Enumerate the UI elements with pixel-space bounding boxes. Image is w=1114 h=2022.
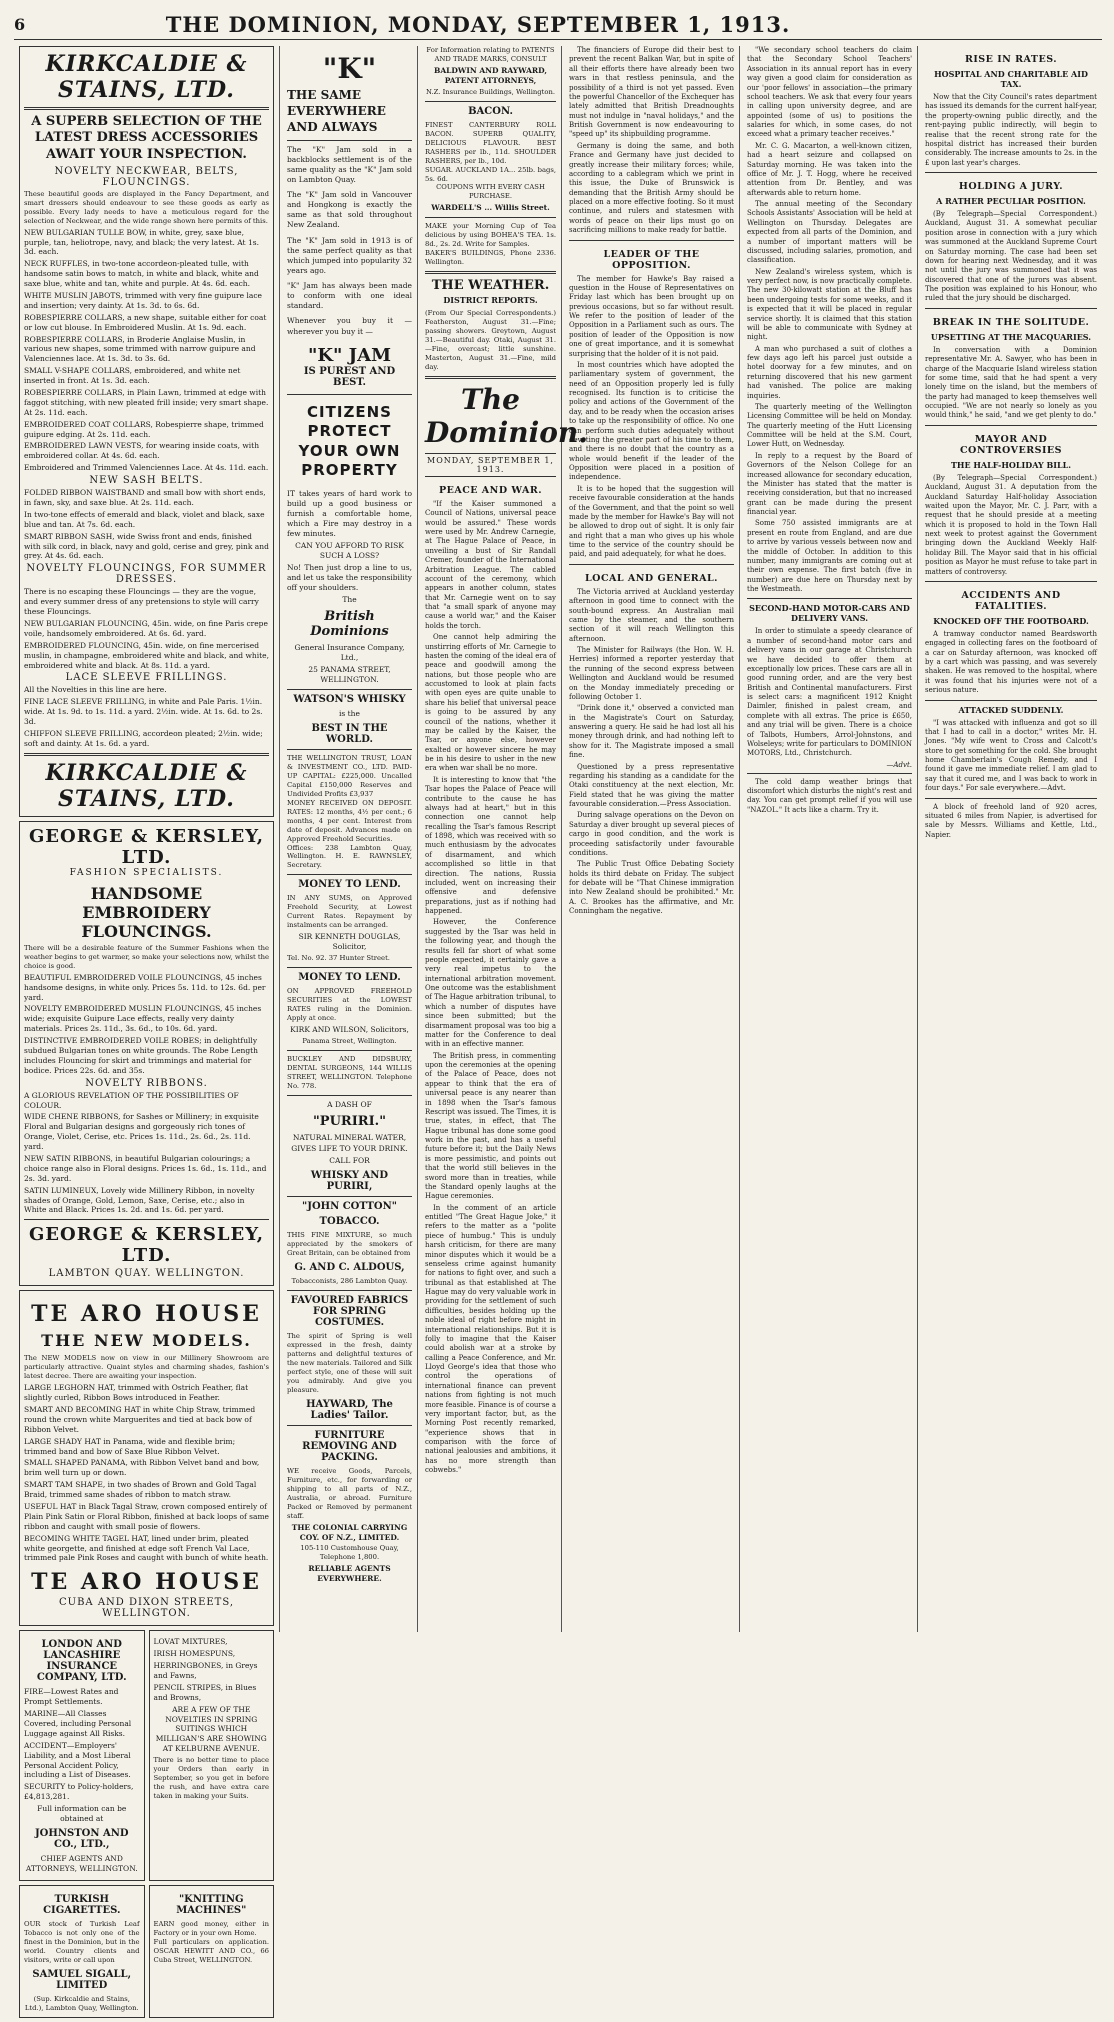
ks-flounce-head: NOVELTY FLOUNCINGS, FOR SUMMER DRESSES.: [26, 563, 267, 586]
k-p4: "K" Jam has always been made to conform with one ideal standard.: [287, 281, 412, 311]
baker-text: BAKER'S BUILDINGS, Phone 2336. Wellington.: [425, 249, 556, 267]
patents-head: For Information relating to PATENTS AND TRADE MARKS, CONSULT: [426, 46, 555, 63]
peace-war-para: In the comment of an article entitled "The Great Hague Joke," it refers to the matter as a "polite piece of humbug." This is unduly harsh criticism, for there are many minor disputes which it would be a senseless crime against humanity for nations to fight over, and such a tribunal as that established at The Hague may do very valuable work in providing for the settlement of such difficulties, besides holding up the noble ideal of right before might in international relationships. But it is folly to imagine that the Kaiser could abolish war at a stroke by calling a Peace Conference, and Mr. Lloyd George's idea that those who control the operations of international finance can prevent nations from fighting is not much more feasible. Finance is of course a very important factor, but, as the Morning Post recently remarked, "experience shows that in comparison with the force of national jealousies and ambitions, it has no more strength than cobwebs.": [425, 1203, 556, 1475]
sugar-text: SUGAR. AUCKLAND 1A... 25lb. bags, 5s. 6d.: [425, 165, 556, 183]
accidents-head: ACCIDENTS AND FATALITIES.: [961, 589, 1061, 612]
lovat-text: ARE A FEW OF THE NOVELTIES IN SPRING SUITINGS WHICH MILLIGAN'S ARE SHOWING AT KELBURNE AVENUE.: [155, 1704, 267, 1754]
peace-war-cont: Germany is doing the same, and both France and Germany have just decided to greatly increase their military forces; while, according to a cablegram which we print in this issue, the Duke of Brunswick is demanding that the British Army should be placed on a more effective footing. So it must continue, and rulers and statesmen with words of peace on their lips must go on sacrificing millions to make ready for battle.: [569, 141, 734, 235]
puriri-3: GIVES LIFE TO YOUR DRINK.: [291, 1144, 408, 1154]
k-p3: The "K" Jam sold in 1913 is of the same perfect quality as that which jumped into popularity 32 years ago.: [287, 235, 412, 275]
jury-head: HOLDING A JURY.: [958, 181, 1064, 192]
ta-item: USEFUL HAT in Black Tagal Straw, crown composed entirely of Plain Pink Satin or Floral Ribbon, finished at back loops of same ribbon and caught with small posie of flowers.: [24, 1502, 269, 1531]
te-aro-ad: [19, 1290, 274, 1626]
mayor-text: (By Telegraph—Special Correspondent.) Auckland, August 31. A deputation from the Auckland Saturday Half-holiday Association waited upon the Mayor, Mr. C. J. Parr, with a request that he should preside at a meeting which it is proposed to hold in the Town Hall next week to protest against the Government bringing down the Auckland Weekly Half-holiday Bill. The Mayor said that in his official position as Mayor he must refuse to take part in matters of controversy.: [925, 473, 1097, 576]
footer-para: The cold damp weather brings that discomfort which disturbs the night's rest and day. You can get prompt relief if you will use "NAZOL." It acts like a charm. Try it.: [747, 777, 912, 814]
turkish-text: OUR stock of Turkish Leaf Tobacco is not only one of the finest in the Dominion, but in the world. Country clients and visitors, write or call upon: [24, 1919, 140, 1964]
ta-addr: CUBA AND DIXON STREETS, WELLINGTON.: [58, 1597, 235, 1620]
jc-name: "JOHN COTTON": [302, 1201, 397, 1213]
leader-para: In most countries which have adopted the parliamentary system of government, the need of an Opposition properly led is fully recognised. Its function is to criticise the policy and actions of the Government of the day, and to be ready when the occasion arises to take up the responsibility of office. No one can perform such duties adequately without devoting the greater part of his time to them, and there is no doubt that the country as a whole would benefit if the leader of the Opposition were placed in a position of independence.: [569, 360, 734, 482]
newspaper-page: [14, 10, 1102, 2012]
knitting-foot: Full particulars on application. OSCAR HEWITT AND CO., 66 Cuba Street, WELLINGTON.: [153, 1937, 269, 1964]
column-1: [14, 46, 280, 2012]
gk-ribbon-item: A GLORIOUS REVELATION OF THE POSSIBILITIES OF COLOUR.: [24, 1090, 239, 1110]
leader-para: It is to be hoped that the suggestion will receive favourable consideration at the hands of the Government, and that the point so well made by the member for Hawke's Bay will not be allowed to drop out of sight. It is only fair and right that a man who gives up his whole time to the service of the country should be paid, and paid adequately, for what he does.: [569, 484, 734, 559]
local-para: Questioned by a press representative regarding his standing as a candidate for the Otaki constituency at the next election, Mr. Field stated that he was giving the matter favourable consideration.—Press Association.: [569, 762, 734, 808]
lovat-line: PENCIL STRIPES, in Blues and Browns,: [153, 1682, 257, 1702]
money1-name: SIR KENNETH DOUGLAS, Solicitor,: [298, 932, 401, 952]
llic-security: SECURITY to Policy-holders, £4,813,281.: [24, 1782, 134, 1802]
ks-item: ROBESPIERRE COLLARS, in Plain Lawn, trimmed at edge with faggot stitching, with new pleated frill inside; very smart shape. At 2s. 11d. each.: [24, 387, 269, 417]
knitting-text: EARN good money, either in Factory or in your own Home.: [153, 1919, 269, 1937]
ks-intro: These beautiful goods are displayed in the Fancy Department, and smart dressers should endeavour to see these goods as early as possible. Every lady needs to have a meticulous regard for the selection of Neckwear, and the wide range shown here permits of this.: [24, 189, 269, 225]
local-para: "Drink done it," observed a convicted man in the Magistrate's Court on Saturday, answering a query. He said he had lost all his money through drink, and had nothing left to show for it. The Magistrate imposed a small fine.: [569, 704, 734, 760]
lovat-foot: There is no better time to place your Orders than early in September, so you get in before the rush, and have extra care taken in making your Suits.: [153, 1756, 269, 1801]
ks-item: ROBESPIERRE COLLARS, in Broderie Anglaise Muslin, in various new shapes, some trimmed with narrow guipure and Valenciennes lace. At 1s. 3d. to 3s. 6d.: [24, 334, 256, 364]
ks-brand-footer: KIRKCALDIE & STAINS, LTD.: [45, 759, 248, 812]
ks-item: SMALL V-SHAPE COLLARS, embroidered, and white net inserted in front. At 1s. 3d. each.: [24, 366, 241, 386]
bottom-ads-row-2: [19, 1885, 274, 2022]
jc-text: THIS FINE MIXTURE, so much appreciated by the smokers of Great Britain, can be obtained from: [287, 1231, 412, 1258]
furn-text: WE receive Goods, Parcels, Furniture, etc., for forwarding or shipping to all parts of N.Z., Australia, or abroad. Furniture Packed or Removed by permanent staff.: [287, 1466, 412, 1520]
lovat-line: LOVAT MIXTURES,: [153, 1637, 228, 1647]
money2-text: ON APPROVED FREEHOLD SECURITIES at the LOWEST RATES ruling in the Dominion. Apply at once.: [287, 987, 412, 1022]
column-5: [742, 46, 918, 1632]
lovat-line: HERRINGBONES, in Greys and Fawns,: [153, 1661, 258, 1681]
aldous-name: G. AND C. ALDOUS,: [294, 1262, 405, 1274]
news-para: The annual meeting of the Secondary Schools Assistants' Association will be held at Wellington on Thursday. Delegates are expected from all parts of the Dominion, and a number of important matters will be discussed, including salaries, promotion, and classification.: [747, 200, 912, 265]
ta-item: SMART TAM SHAPE, in two shades of Brown and Gold Tagal Braid, trimmed same shades of ribbon to match straw.: [24, 1480, 257, 1500]
ta-item: LARGE LEGHORN HAT, trimmed with Ostrich Feather, flat slightly curled, Ribbon Bows introduced in Feather.: [24, 1383, 249, 1403]
masthead: [14, 10, 1102, 40]
column-6: [920, 46, 1102, 1632]
gk-ribbon-item: NEW SATIN RIBBONS, in beautiful Bulgarian colourings; a choice range also in Floral designs. Prices 1s. 6d., 1s. 11d., and 2s. 3d. yard.: [24, 1153, 267, 1183]
bohea-text: MAKE your Morning Cup of Tea delicious by using BOHEA'S TEA. 1s. 8d., 2s. 2d. Write for Samples.: [425, 222, 556, 249]
peace-war-para: One cannot help admiring the unstirring efforts of Mr. Carnegie to hasten the coming of the ideal era of peace and goodwill among the nations, but those people who are accustomed to look at plain facts with open eyes are quite unable to share his belief that universal peace is going to be assured by any council of the nations, whether it may be called by the Kaiser, the Tsar, or anyone else, however exalted or however sincere he may be in his desire to usher in the new era when war shall be no more.: [425, 633, 556, 773]
weather-head: THE WEATHER.: [431, 278, 550, 294]
solitude-text: In conversation with a Dominion representative Mr. A. Sawyer, who has been in charge of the Macquarie Island wireless station for some time, said that he had spent a very lonely time on the island, but the members of the party had managed to keep themselves well occupied. "We are not nearly so lonely as you would think," he said, "and we get plenty to do.": [925, 345, 1097, 420]
puriri-5: WHISKY AND PURIRI,: [310, 1170, 389, 1193]
footer-text: A block of freehold land of 920 acres, situated 6 miles from Napier, is advertised for sale by Messrs. Williams and Kettle, Ltd., Napier.: [925, 802, 1097, 839]
solitude-sub: UPSETTING AT THE MACQUARIES.: [930, 331, 1092, 342]
accidents-text: A tramway conductor named Beardsworth engaged in collecting fares on the footboard of a car on Saturday afternoon, was knocked off by a cart which was passing, and was severely shaken. He was removed to the hospital, where it was found that his injuries were not of a serious nature.: [925, 629, 1097, 695]
solitude-head: BREAK IN THE SOLITUDE.: [932, 316, 1090, 328]
peace-war-cont: The financiers of Europe did their best to prevent the recent Balkan War, but in spite of all their efforts there have already been two wars in that restless peninsula, and the possibility of a third is not yet passed. Even the powerful Chancellor of the Exchequer has lately admitted that British Dreadnoughts must not indulge in "naval holidays," and the British Government is now endeavouring to "speed up" its shipbuilding programme.: [569, 46, 734, 139]
local-para: During salvage operations on the Devon on Saturday a diver brought up several pieces of cargo in good condition, and the work is proceeding satisfactorily under favourable conditions.: [569, 811, 734, 857]
kirkcaldie-ad: [19, 46, 274, 817]
accidents-sub: KNOCKED OFF THE FOOTBOARD.: [933, 615, 1089, 626]
peace-war-para: It is interesting to know that "the Tsar hopes the Palace of Peace will contribute to the cause he has always had at heart," but in this connection one cannot help recalling the Tsar's famous Rescript of 1898, which was received with so much enthusiasm by the advocates of disarmament, and which accomplished so little in that direction. The nations, Russia included, went on increasing their offensive and defensive preparations, just as if nothing had happened.: [425, 775, 556, 916]
column-2: [282, 46, 418, 1632]
gk-title-footer: GEORGE & KERSLEY, LTD.: [28, 1224, 265, 1267]
cit-co: British Dominions: [310, 609, 389, 640]
ks-item: EMBROIDERED LAWN VESTS, for wearing inside coats, with embroidered collar. At 4s. 6d. each.: [24, 441, 260, 461]
peace-war-head: PEACE AND WAR.: [438, 484, 543, 496]
wardell: WARDELL'S ... Willis Street.: [431, 203, 550, 213]
peace-war-para: However, the Conference suggested by the Tsar was held in the following year, and though the results fell far short of what some people expected, it certainly gave a very real impetus to the international arbitration movement. One outcome was the establishment of The Hague arbitration tribunal, to which a number of disputes have since been submitted; but the disarmament proposal was too big a matter for the Conference to deal with in an effective manner.: [425, 918, 556, 1049]
gk-head: HANDSOME EMBROIDERY FLOUNCINGS.: [81, 883, 212, 941]
ks-headline: A SUPERB SELECTION OF THE LATEST DRESS ACCESSORIES AWAIT YOUR INSPECTION.: [31, 114, 262, 162]
llic-ad: [19, 1630, 145, 1880]
fav-head: FAVOURED FABRICS FOR SPRING COSTUMES.: [290, 1295, 409, 1329]
ks-sash-item: In two-tone effects of emerald and black, violet and black, saxe blue and tan. At 7s. 6d. each.: [24, 509, 265, 529]
mayor-sub: THE HALF-HOLIDAY BILL.: [950, 459, 1072, 470]
gk-sub: FASHION SPECIALISTS.: [69, 867, 224, 878]
rates-sub: HOSPITAL AND CHARITABLE AID TAX.: [934, 69, 1088, 89]
bottom-ads-row: [19, 1630, 274, 1884]
cit-p2: No! Then just drop a line to us, and let us take the responsibility off your shoulders.: [287, 563, 412, 593]
kjam-sub: IS PUREST AND BEST.: [303, 365, 396, 388]
john-cotton-ad: [287, 1201, 412, 1286]
coupons: COUPONS WITH EVERY CASH PURCHASE.: [436, 183, 545, 201]
ks-item: WHITE MUSLIN JABOTS, trimmed with very fine guipure lace and insertion; very dainty. At 1s. 3d. to 6s. 6d.: [24, 290, 262, 310]
editorial-date: MONDAY, SEPTEMBER 1, 1913.: [425, 453, 556, 477]
george-kersley-ad: [19, 821, 274, 1287]
ks-sash-head: NEW SASH BELTS.: [89, 475, 204, 487]
puriri-2: NATURAL MINERAL WATER,: [292, 1132, 407, 1142]
news-para: In reply to a request by the Board of Governors of the Nelson College for an increased allowance for secondary education, the Minister has stated that the matter is receiving consideration, but that no increased grant can be made during the present financial year.: [747, 451, 912, 516]
puriri-ad: [287, 1100, 412, 1193]
ks-item: Embroidered and Trimmed Valenciennes Lace. At 4s. 11d. each.: [24, 463, 269, 473]
cit-the: The: [342, 595, 357, 605]
ta-intro: The NEW MODELS now on view in our Millinery Showroom are particularly attractive. Quaint styles and charming shades, fashion's latest decree. There are awaiting your inspection.: [24, 1354, 269, 1381]
lovat-line: IRISH HOMESPUNS,: [153, 1649, 236, 1659]
page-number: 6: [14, 15, 26, 34]
weather-sub: DISTRICT REPORTS.: [443, 295, 538, 306]
money2-addr: Panama Street, Wellington.: [302, 1036, 397, 1045]
turkish-addr: (Sup. Kirkcaldie and Stains, Ltd.), Lambton Quay, Wellington.: [24, 1994, 139, 2012]
turkish-ad: [19, 1885, 145, 2018]
cit-p1: IT takes years of hard work to build up a good business or furnish a comfortable home, which a Fire may destroy in a few minutes.: [287, 488, 412, 539]
ta-title: TE ARO HOUSE: [31, 1301, 262, 1328]
ks-item: ROBESPIERRE COLLARS, a new shape, suitable either for coat or low cut blouse. In Embroidered Muslin. At 1s. 9d. each.: [24, 312, 267, 332]
peace-war-para: The British press, in commenting upon the ceremonies at the opening of the Palace of Peace, does not appear to think that the era of universal peace is any nearer than in 1898 when the Tsar's famous Rescript was issued. The Times, it is true, states, in effect, that The Hague tribunal has done some good work in the past, and has a useful future before it; but the Daily News is more pessimistic, and points out that the world still believes in the sword more than in treaties, while the Standard openly laughs at the Hague ceremonies.: [425, 1051, 556, 1201]
ks-item: EMBROIDERED COAT COLLARS, Robespierre shape, trimmed guipure edging. At 2s. 11d. each.: [24, 419, 264, 439]
llic-marine: MARINE—All Classes Covered, including Personal Luggage against All Risks.: [24, 1709, 132, 1738]
turkish-name: SAMUEL SIGALL, LIMITED: [32, 1968, 132, 1991]
gk-item: DISTINCTIVE EMBROIDERED VOILE ROBES; in delightfully subdued Bulgarian tones on white grounds. The Robe Length includes Flouncing for skirt and trimmings and material for bodice. Prices 22s. 6d. and 35s.: [24, 1036, 258, 1075]
news-para: Mr. C. G. Macarton, a well-known citizen, had a heart seizure and collapsed on Saturday morning. He was taken into the office of Mr. J. T. Hogg, where he received attention from Dr. Bentley, and was afterwards able to return home.: [747, 141, 912, 197]
vans-text: In order to stimulate a speedy clearance of a number of second-hand motor cars and delivery vans in our garage at Christchurch we have decided to offer them at exceptionally low prices. These cars are all in good running order, and are the very best British and Continental manufacturers. First is select cars: a magnificent 1912 Knight Daimler, finished in palest cream, and complete with all extras. The price is £650, and any trial will be given. There is a choice of Talbots, Humbers, Arrol-Johnstons, and Wolseleys; write for particulars to DOMINION MOTORS, Ltd., Christchurch.: [747, 627, 912, 758]
gk-ribbons-head: NOVELTY RIBBONS.: [85, 1077, 208, 1089]
ta-title-footer: TE ARO HOUSE: [31, 1569, 262, 1596]
milligan-ad: [149, 1630, 275, 1880]
trust-ad: THE WELLINGTON TRUST, LOAN & INVESTMENT CO., LTD. PAID-UP CAPITAL: £225,000. Uncalled Capital £150,000 Reserves and Undivided Profits £3,937: [287, 753, 412, 798]
local-para: The Public Trust Office Debating Society holds its third debate on Friday. The subject for debate will be "That Chinese immigration into New Zealand should be prohibited." Mr. A. C. Brookes has the affirmative, and Mr. Conningham the negative.: [569, 860, 734, 916]
gk-intro: There will be a desirable feature of the Summer Fashions when the weather begins to get warmer, so make your selections now, whilst the choice is good.: [24, 943, 269, 970]
ks-brand: KIRKCALDIE & STAINS, LTD.: [45, 51, 248, 103]
vans-head: SECOND-HAND MOTOR-CARS AND DELIVERY VANS.: [749, 603, 910, 624]
watson-name: WATSON'S WHISKY: [293, 693, 406, 705]
ks-flounce-item: NEW BULGARIAN FLOUNCING, 45in. wide, on fine Paris crepe voile, handsomely embroidered. At 6s. 6d. yard.: [24, 619, 268, 638]
kjam-title: "K" JAM: [307, 344, 392, 366]
mayor-head: MAYOR AND CONTROVERSIES: [959, 433, 1062, 456]
knitting-head: "KNITTING MACHINES": [176, 1893, 247, 1916]
money1-text: IN ANY SUMS, on Approved Freehold Security, at Lowest Current Rates. Repayment by instalments can be arranged.: [287, 894, 412, 930]
llic-fire: FIRE—Lowest Rates and Prompt Settlements.: [24, 1687, 119, 1707]
news-para: A man who purchased a suit of clothes a few days ago left his parcel just outside a hotel doorway for a few minutes, and on returning discovered that his new garment had vanished. The police are making inquiries.: [747, 344, 912, 400]
llic-info: Full information can be obtained at: [37, 1804, 127, 1824]
news-para: Some 750 assisted immigrants are at present en route from England, and are due to arrive by various vessels between now and the middle of October. In addition to this number, many immigrants are coming out at their own expense. The first batch (five in number) are due here on Thursday next by the Westmeath.: [747, 519, 912, 593]
aldous-addr: Tobacconists, 286 Lambton Quay.: [291, 1277, 408, 1286]
llic-name: LONDON AND LANCASHIRE INSURANCE COMPANY, LTD.: [36, 1639, 127, 1684]
ks-flounce-item: EMBROIDERED FLOUNCING, 45in. wide, on fine mercerised muslin, in champagne, embroidered white and black, and white, embroidered white and black. At 8s. 11d. a yard.: [24, 640, 269, 670]
local-para: The Minister for Railways (the Hon. W. H. Herries) informed a reporter yesterday that the running of the second express between Wellington and Auckland would be resumed on the Monday immediately preceding or following October 1.: [569, 646, 734, 701]
k-jam-ad: [287, 52, 412, 388]
leader-para: The member for Hawke's Bay raised a question in the House of Representatives on Friday last which has been brought up on previous occasions, but so far without result. We refer to the position of leader of the Opposition in a Parliament such as ours. The position of leader of the Opposition is now one of great importance, and it is somewhat surprising that the holder of it is not paid.: [569, 274, 734, 358]
trust-office: Offices: 238 Lambton Quay, Wellington. H. E. RAWNSLEY, Secretary.: [287, 843, 412, 870]
money2-name: KIRK AND WILSON, Solicitors,: [290, 1024, 409, 1034]
fav-text: The spirit of Spring is well expressed in the fresh, dainty patterns and delightful textures of the new materials. Tailored and Silk perfect style, one of these will suit you admirably. And give you pleasure.: [287, 1332, 412, 1394]
bacon-text: FINEST CANTERBURY ROLL BACON. SUPERB QUALITY, DELICIOUS FLAVOUR. BEST RASHERS per lb., 11d. SHOULDER RASHERS, per lb., 10d.: [425, 120, 556, 165]
citizens-ad: [287, 403, 412, 685]
dominion-nameplate: The Dominion.: [425, 382, 588, 449]
turkish-head: TURKISH CIGARETTES.: [43, 1893, 121, 1916]
weather-text: (From Our Special Correspondents.) Featherston, August 31.—Fine; passing showers. Greytown, August 31.—Beautiful day. Otaki, August 31.—Fine, overcast; little sunshine. Masterton, August 31.—Fine, mild day.: [425, 309, 556, 371]
cit-addr: 25 PANAMA STREET, WELLINGTON.: [308, 665, 391, 685]
attacked-head: ATTACKED SUDDENLY.: [958, 704, 1064, 715]
hayward: HAYWARD, The Ladies' Tailor.: [306, 1398, 393, 1421]
gk-ribbon-item: WIDE CHENE RIBBONS, for Sashes or Millinery; in exquisite Floral and Bulgarian designs and gorgeously rich tones of Orange, Violet, Cerise, etc. Prices 1s. 11d., 2s. 6d., 2s. 11d. yard.: [24, 1112, 259, 1152]
furn-co: THE COLONIAL CARRYING COY. OF N.Z., LIMITED.: [291, 1522, 408, 1542]
k-line: AND ALWAYS: [287, 120, 378, 135]
local-para: The Victoria arrived at Auckland yesterday afternoon in good time to connect with the south-bound express. An Australian mail came by the steamer, and the southern section of it will reach Wellington this afternoon.: [569, 587, 734, 643]
watson-ad: [287, 694, 412, 745]
page-title: THE DOMINION, MONDAY, SEPTEMBER 1, 1913.: [165, 12, 791, 37]
column-3: [420, 46, 588, 1632]
watson-is: is the: [339, 708, 360, 718]
rates-head: RISE IN RATES.: [964, 54, 1058, 65]
puriri-4: CALL FOR: [329, 1156, 370, 1166]
ta-item: LARGE SHADY HAT in Panama, wide and flexible brim; trimmed band and bow of Saxe Blue Ribbon Velvet.: [24, 1436, 236, 1456]
ks-item: NEW BULGARIAN TULLE BOW, in white, grey, saxe blue, purple, tan, heliotrope, navy, and black; the very latest. At 1s. 3d. each.: [24, 227, 259, 257]
k-p2: The "K" Jam sold in Vancouver and Hongkong is exactly the same as that sold throughout New Zealand.: [287, 190, 412, 230]
ta-item: BECOMING WHITE TAGEL HAT, lined under brim, pleated white georgette, and finished at edge soft French Val Lace, trimmed pale Pink Roses and caught with bunch of white heath.: [24, 1533, 269, 1563]
rates-text: Now that the City Council's rates department has issued its demands for the current half-year, the property-owning public directly, and the rent-paying public indirectly, will begin to realise that the recent strong rate for the hospital district has increased their burden considerably. The increase amounts to 2s. in the £ upon last year's charges.: [925, 93, 1097, 167]
dentists-ad: BUCKLEY AND DIDSBURY, DENTAL SURGEONS, 144 WILLIS STREET, WELLINGTON. Telephone No. 778.: [287, 1054, 412, 1090]
ks-lace-head: LACE SLEEVE FRILLINGS.: [65, 672, 228, 684]
money1-head: MONEY TO LEND.: [298, 879, 401, 891]
news-para: New Zealand's wireless system, which is very perfect now, is now practically complete. The new 30-kilowatt station at the Bluff has been undergoing tests for some weeks, and it is expected that it will be placed in regular service shortly. It is claimed that this station will be able to communicate with Sydney at night.: [747, 267, 912, 342]
puriri-dash: A DASH OF: [327, 1099, 372, 1109]
peace-war-para: "If the Kaiser summoned a Council of Nations, universal peace would be assured." These words were used by Mr. Andrew Carnegie, at The Hague Palace of Peace, in unveiling a bust of Sir Randall Cremer, founder of the International Arbitration League. The cabled account of the ceremony, which appears in another column, states that Mr. Carnegie went on to say that "a small spark of anyone may cause a world war," and the Kaiser holds the torch.: [425, 499, 556, 630]
money2-head: MONEY TO LEND.: [298, 972, 401, 984]
news-para: "We secondary school teachers do claim that the Secondary School Teachers' Association in its annual report has in every way given a good claim for consideration as our 'poor fellows' in association—the primary school teachers. We ask that every four years in calling upon university degree, and are appointed (some of us) to positions the salaries for which, in some cases, do not exceed what a primary teacher receives.": [747, 46, 912, 139]
ks-lace-item: CHIFFON SLEEVE FRILLING, accordeon pleated; 2½in. wide; soft and dainty. At 1s. 6d. a yard.: [24, 729, 263, 748]
ks-sub: NOVELTY NECKWEAR, BELTS, FLOUNCINGS.: [54, 165, 239, 188]
reliable: RELIABLE AGENTS EVERYWHERE.: [308, 1564, 391, 1584]
jc-tobacco: TOBACCO.: [319, 1216, 380, 1228]
vans-sig: —Advt.: [886, 760, 912, 769]
gk-addr: LAMBTON QUAY. WELLINGTON.: [48, 1268, 245, 1280]
jury-sub: A RATHER PECULIAR POSITION.: [936, 196, 1086, 206]
column-4: [564, 46, 740, 1632]
ks-flounce-item: There is no escaping these Flouncings — they are the vogue, and every summer dress of any pretensions to style will carry these Flouncings.: [24, 587, 259, 617]
k-line: EVERYWHERE: [287, 104, 386, 119]
local-head: LOCAL AND GENERAL.: [584, 572, 718, 584]
watson-best: BEST IN THE WORLD.: [311, 722, 388, 745]
leader-head: LEADER OF THE OPPOSITION.: [603, 248, 700, 271]
llic-agent: JOHNSTON AND CO., LTD.,: [34, 1827, 129, 1850]
llic-agent2: CHIEF AGENTS AND ATTORNEYS, WELLINGTON.: [25, 1853, 138, 1873]
puriri-name: "PURIRI.": [313, 1113, 386, 1129]
furn-addr: 105-110 Customhouse Quay, Telephone 1,800.: [300, 1544, 399, 1562]
attacked-text: "I was attacked with influenza and got so ill that I had to call in a doctor," writes Mr. H. Jones. "My wife went to Cross and Calcott's store to get something for the cold. She brought home Chamberlain's Cough Remedy, and I found it gave me immediate relief. I am glad to say that it cured me, and I was back to work in four days." For sale everywhere.—Advt.: [925, 718, 1098, 793]
k-quote: "K": [322, 52, 377, 85]
knitting-ad: [149, 1885, 275, 2018]
ks-item: NECK RUFFLES, in two-tone accordeon-pleated tulle, with handsome satin bows to match, in white and black, white and saxe blue, white and tan, white and purple. At 4s. 6d. each.: [24, 259, 259, 289]
news-para: The quarterly meeting of the Wellington Licensing Committee will be held on Monday. The quarterly meeting of the Hutt Licensing Committee will be held at the S.M. Court, Lower Hutt, on Wednesday.: [747, 402, 912, 449]
ks-sash-item: FOLDED RIBBON WAISTBAND and small bow with short ends, in fawn, sky, and saxe blue. At 2s. 11d. each.: [24, 488, 266, 507]
money1-addr: Tel. No. 92. 37 Hunter Street.: [287, 954, 390, 963]
k-p5: Whenever you buy it — wherever you buy it —: [287, 316, 412, 336]
gk-item: NOVELTY EMBROIDERED MUSLIN FLOUNCINGS, 45 inches wide; exquisite Guipure Lace effects, really very dainty materials. Prices 2s. 11d., 3s. 6d., to 10s. 6d. yard.: [24, 1004, 262, 1034]
ta-sub: THE NEW MODELS.: [41, 1331, 252, 1351]
cit-q: CAN YOU AFFORD TO RISK SUCH A LOSS?: [295, 541, 404, 561]
patents-name: BALDWIN AND RAYWARD, PATENT ATTORNEYS,: [434, 65, 547, 85]
bacon-head: BACON.: [468, 105, 513, 117]
citizens-head: CITIZENS PROTECT YOUR OWN PROPERTY: [298, 402, 401, 480]
llic-accident: ACCIDENT—Employers' Liability, and a Most Liberal Personal Accident Policy, including a List of Diseases.: [24, 1740, 131, 1780]
patents-addr: N.Z. Insurance Buildings, Wellington.: [425, 87, 556, 96]
k-p1: The "K" Jam sold in a backblocks settlement is of the same quality as the "K" Jam sold on Lambton Quay.: [287, 144, 412, 184]
ks-lace-item: All the Novelties in this line are here.: [24, 685, 167, 695]
gk-ribbon-item: SATIN LUMINEUX, Lovely wide Millinery Ribbon, in novelty shades of Orange, Gold, Lemon, Saxe, Cerise, etc.; also in White and Black. Prices 1s. 2d. and 1s. 6d. per yard.: [24, 1185, 255, 1215]
ta-item: SMALL SHAPED PANAMA, with Ribbon Velvet band and bow, brim well turn up or down.: [24, 1458, 260, 1478]
furn-head: FURNITURE REMOVING AND PACKING.: [302, 1429, 397, 1463]
gk-item: BEAUTIFUL EMBROIDERED VOILE FLOUNCINGS, 45 inches handsome designs, in white only. Prices 5s. 11d. to 12s. 6d. per yard.: [24, 972, 266, 1002]
ks-lace-item: FINE LACE SLEEVE FRILLING, in white and Pale Paris. 1½in. wide. At 1s. 9d. to 1s. 11d. a yard. 2½in. wide. At 1s. 6d. to 2s. 3d.: [24, 697, 263, 727]
ta-item: SMART AND BECOMING HAT in white Chip Straw, trimmed round the crown white Marguerites and tied at back bow of Ribbon Velvet.: [24, 1405, 256, 1434]
ks-sash-item: SMART RIBBON SASH, wide Swiss front and ends, finished with silk cord, in black, navy and gold, cerise and grey, pink and grey. At 4s. 6d. each.: [24, 531, 269, 561]
cit-co2: General Insurance Company, Ltd.,: [294, 643, 405, 663]
trust-money: MONEY RECEIVED ON DEPOSIT. RATES: 12 months, 4½ per cent.; 6 months, 4 per cent. Interest from date of deposit. Advances made on Approved Freehold Securities.: [287, 798, 412, 843]
k-line: THE SAME: [287, 88, 361, 102]
gk-title: GEORGE & KERSLEY, LTD.: [28, 825, 265, 868]
jury-text: (By Telegraph—Special Correspondent.) Auckland, August 31. A somewhat peculiar position arose in connection with a jury which was summoned at the Auckland Supreme Court on Saturday morning. The case had been set down for hearing next Wednesday, and it was not until the jury was summoned that it was discovered that one of the jurors was absent. The position was explained to his Honour, who ruled that the jury should be discharged.: [925, 210, 1097, 303]
